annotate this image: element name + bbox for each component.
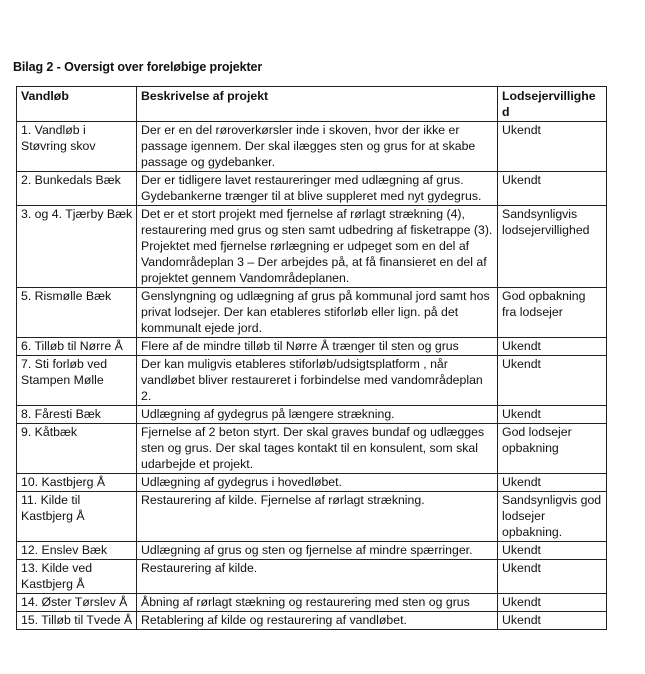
column-header-vandlob: Vandløb: [17, 87, 137, 122]
cell-vandlob: 7. Sti forløb ved Stampen Mølle: [17, 356, 137, 406]
cell-lodsejervillighed: Ukendt: [498, 356, 607, 406]
cell-lodsejervillighed: Ukendt: [498, 612, 607, 630]
page-title: Bilag 2 - Oversigt over foreløbige projekter: [13, 60, 263, 74]
cell-lodsejervillighed: Ukendt: [498, 560, 607, 594]
table-row: [17, 424, 607, 474]
cell-beskrivelse: Udlægning af gydegrus på længere strækning.: [137, 406, 498, 424]
cell-lodsejervillighed: Ukendt: [498, 172, 607, 206]
table-row: [17, 474, 607, 492]
table-row: [17, 288, 607, 338]
cell-vandlob: 15. Tilløb til Tvede Å: [17, 612, 137, 630]
cell-beskrivelse: Udlægning af gydegrus i hovedløbet.: [137, 474, 498, 492]
table-row: [17, 542, 607, 560]
cell-beskrivelse: Retablering af kilde og restaurering af vandløbet.: [137, 612, 498, 630]
cell-beskrivelse: Restaurering af kilde.: [137, 560, 498, 594]
cell-beskrivelse: Der er tidligere lavet restaureringer med udlægning af grus. Gydebankerne trænger til at blive suppleret med nyt gydegrus.: [137, 172, 498, 206]
column-header-lodsejervillighed: Lodsejervillighed: [498, 87, 607, 122]
cell-beskrivelse: Flere af de mindre tilløb til Nørre Å trænger til sten og grus: [137, 338, 498, 356]
cell-vandlob: 1. Vandløb i Støvring skov: [17, 122, 137, 172]
cell-vandlob: 9. Kåtbæk: [17, 424, 137, 474]
cell-lodsejervillighed: Sandsynligvis god lodsejer opbakning.: [498, 492, 607, 542]
cell-beskrivelse: Der er en del røroverkørsler inde i skoven, hvor der ikke er passage igennem. Der skal ilægges sten og grus for at skabe passage og gydebanker.: [137, 122, 498, 172]
cell-vandlob: 8. Fåresti Bæk: [17, 406, 137, 424]
table-row: [17, 406, 607, 424]
cell-vandlob: 10. Kastbjerg Å: [17, 474, 137, 492]
cell-beskrivelse: Det er et stort projekt med fjernelse af rørlagt strækning (4), restaurering med grus og sten samt udbedring af fisketrappe (3). Projektet med fjernelse rørlægning er udpeget som en del af Vandområdeplan 3 – Der arbejdes på, at få finansieret en del af projektet gennem Vandområdeplanen.: [137, 206, 498, 288]
cell-lodsejervillighed: God lodsejer opbakning: [498, 424, 607, 474]
cell-beskrivelse: Der kan muligvis etableres stiforløb/udsigtsplatform , når vandløbet bliver restaureret i forbindelse med vandområdeplan 2.: [137, 356, 498, 406]
cell-vandlob: 2. Bunkedals Bæk: [17, 172, 137, 206]
projects-table: [16, 86, 607, 630]
table-row: [17, 172, 607, 206]
cell-vandlob: 13. Kilde ved Kastbjerg Å: [17, 560, 137, 594]
cell-lodsejervillighed: Ukendt: [498, 122, 607, 172]
cell-vandlob: 12. Enslev Bæk: [17, 542, 137, 560]
cell-beskrivelse: Udlægning af grus og sten og fjernelse af mindre spærringer.: [137, 542, 498, 560]
table-row: [17, 612, 607, 630]
table-row: [17, 122, 607, 172]
table-header: [17, 87, 607, 122]
cell-lodsejervillighed: Ukendt: [498, 594, 607, 612]
table-row: [17, 338, 607, 356]
cell-lodsejervillighed: God opbakning fra lodsejer: [498, 288, 607, 338]
cell-vandlob: 3. og 4. Tjærby Bæk: [17, 206, 137, 288]
table-row: [17, 492, 607, 542]
cell-vandlob: 11. Kilde til Kastbjerg Å: [17, 492, 137, 542]
cell-vandlob: 6. Tilløb til Nørre Å: [17, 338, 137, 356]
table-row: [17, 206, 607, 288]
cell-lodsejervillighed: Ukendt: [498, 474, 607, 492]
cell-vandlob: 5. Rismølle Bæk: [17, 288, 137, 338]
table-row: [17, 594, 607, 612]
table-row: [17, 356, 607, 406]
cell-lodsejervillighed: Ukendt: [498, 542, 607, 560]
cell-beskrivelse: Fjernelse af 2 beton styrt. Der skal graves bundaf og udlægges sten og grus. Der skal tages kontakt til en konsulent, som skal udarbejde et projekt.: [137, 424, 498, 474]
table-body: [17, 122, 607, 630]
cell-lodsejervillighed: Sandsynligvis lodsejervillighed: [498, 206, 607, 288]
table-row: [17, 560, 607, 594]
cell-lodsejervillighed: Ukendt: [498, 338, 607, 356]
cell-vandlob: 14. Øster Tørslev Å: [17, 594, 137, 612]
cell-lodsejervillighed: Ukendt: [498, 406, 607, 424]
cell-beskrivelse: Restaurering af kilde. Fjernelse af rørlagt strækning.: [137, 492, 498, 542]
header-row: [17, 87, 607, 122]
cell-beskrivelse: Genslyngning og udlægning af grus på kommunal jord samt hos privat lodsejer. Der kan etableres stiforløb eller lign. på det kommunalt ejede jord.: [137, 288, 498, 338]
cell-beskrivelse: Åbning af rørlagt stækning og restaurering med sten og grus: [137, 594, 498, 612]
column-header-beskrivelse: Beskrivelse af projekt: [137, 87, 498, 122]
